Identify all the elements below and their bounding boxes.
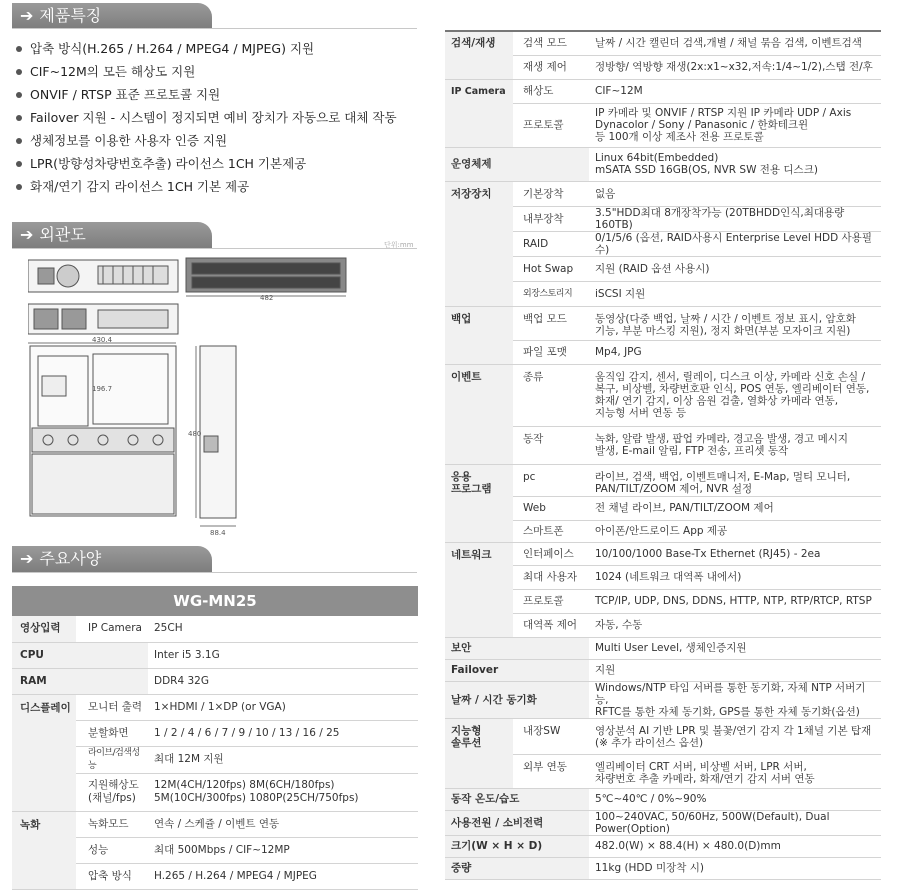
text: 녹화, 알람 발생, 팝업 카메라, 경고음 발생, 경고 메시지 bbox=[595, 432, 849, 445]
table-cell: IP Camera bbox=[76, 616, 148, 642]
text: 5M(10CH/300fps) 1080P(25CH/750fps) bbox=[154, 792, 359, 804]
table-cell: RAID bbox=[513, 231, 589, 256]
table-cell: 이벤트 bbox=[445, 364, 513, 464]
table-cell: TCP/IP, UDP, DNS, DDNS, HTTP, NTP, RTP/RTCP, RTSP bbox=[589, 589, 881, 613]
table-cell: 전 채널 라이브, PAN/TILT/ZOOM 제어 bbox=[589, 496, 881, 520]
unit-label: 단위:mm bbox=[384, 241, 414, 249]
table-cell bbox=[76, 773, 148, 811]
rear-view-bottom bbox=[28, 304, 178, 334]
table-cell: 100~240VAC, 50/60Hz, 500W(Default), Dual Power(Option) bbox=[589, 810, 881, 835]
list-item bbox=[16, 38, 426, 61]
text: 라이브, 검색, 백업, 이벤트매니저, E-Map, 멀티 모니터, bbox=[595, 470, 851, 483]
table-row bbox=[445, 79, 881, 103]
table-cell: 동작 온도/습도 bbox=[445, 788, 589, 810]
spec-table-left bbox=[12, 616, 418, 890]
text: 화재/ 연기 감지, 이상 음원 검출, 열화상 카메라 연동, bbox=[595, 394, 839, 407]
table-row bbox=[445, 810, 881, 835]
table-cell bbox=[589, 364, 881, 426]
table-cell: 아이폰/안드로이드 App 제공 bbox=[589, 520, 881, 542]
table-cell: Hot Swap bbox=[513, 256, 589, 281]
table-cell: 최대 12M 지원 bbox=[148, 746, 418, 773]
text: ONVIF / RTSP 표준 프로토콜 지원 bbox=[30, 87, 221, 102]
table-cell: 스마트폰 bbox=[513, 520, 589, 542]
table-cell: 분할화면 bbox=[76, 720, 148, 746]
bullet-icon bbox=[16, 92, 22, 98]
table-row bbox=[445, 659, 881, 681]
arrow-right-icon: ➔ bbox=[20, 225, 34, 244]
table-cell: 라이브/검색성능 bbox=[76, 746, 148, 773]
text: Windows/NTP 타임 서버를 통한 동기화, 자체 NTP 서버기능, bbox=[595, 681, 866, 706]
text: 솔루션 bbox=[451, 736, 482, 749]
table-cell: 482.0(W) × 88.4(H) × 480.0(D)mm bbox=[589, 835, 881, 857]
table-cell bbox=[589, 147, 881, 181]
table-row bbox=[445, 681, 881, 718]
text: 기능, 부분 마스킹 지원), 정지 화면(부분 모자이크 지원) bbox=[595, 324, 851, 337]
list-item bbox=[16, 130, 426, 153]
table-cell: 최대 사용자 bbox=[513, 565, 589, 589]
dim-label: 430.4 bbox=[92, 336, 113, 344]
list-item bbox=[16, 61, 426, 84]
table-cell: Inter i5 3.1G bbox=[148, 642, 418, 668]
table-cell: Multi User Level, 생체인증지원 bbox=[589, 637, 881, 659]
divider bbox=[12, 28, 417, 29]
arrow-right-icon: ➔ bbox=[20, 6, 34, 25]
table-row bbox=[445, 306, 881, 340]
features-section-header bbox=[12, 3, 212, 29]
table-cell: 파일 포맷 bbox=[513, 340, 589, 364]
text: 응용 bbox=[451, 470, 472, 483]
table-cell: 기본장착 bbox=[513, 181, 589, 206]
table-cell: 외부 연동 bbox=[513, 754, 589, 788]
table-cell: 지원 (RAID 옵션 사용시) bbox=[589, 256, 881, 281]
table-cell: 동작 bbox=[513, 426, 589, 464]
table-cell: 없음 bbox=[589, 181, 881, 206]
text: (※ 추가 라이선스 옵션) bbox=[595, 736, 704, 749]
table-cell: Failover bbox=[445, 659, 589, 681]
model-name: WG-MN25 bbox=[12, 586, 418, 616]
table-cell: 영상입력 bbox=[12, 616, 76, 642]
table-cell: 디스플레이 bbox=[12, 694, 76, 811]
table-cell: H.265 / H.264 / MPEG4 / MJPEG bbox=[148, 863, 418, 889]
text: 지원해상도 bbox=[88, 779, 139, 791]
text: 영상분석 AI 기반 LPR 및 불꽃/연기 감지 각 1채널 기본 탑재 bbox=[595, 724, 872, 737]
table-cell: 정방향/ 역방향 재생(2x:x1~x32,저속:1/4~1/2),스탭 전/후 bbox=[589, 55, 881, 79]
table-cell bbox=[589, 718, 881, 754]
table-cell: 프로토콜 bbox=[513, 103, 589, 147]
text: 지능형 bbox=[451, 724, 482, 737]
table-cell: iSCSI 지원 bbox=[589, 281, 881, 306]
text: 생체정보를 이용한 사용자 인증 지원 bbox=[30, 133, 228, 148]
table-cell: 녹화 bbox=[12, 811, 76, 889]
table-cell: 내장SW bbox=[513, 718, 589, 754]
table-cell: 날짜 / 시간 캘린더 검색,개별 / 채널 묶음 검색, 이벤트검색 bbox=[589, 31, 881, 55]
table-cell: 검색 모드 bbox=[513, 31, 589, 55]
table-cell bbox=[589, 754, 881, 788]
table-row bbox=[445, 788, 881, 810]
dim-label: 196.7 bbox=[92, 385, 113, 393]
table-cell bbox=[589, 464, 881, 496]
table-row bbox=[12, 616, 418, 642]
text: 움직임 감지, 센서, 릴레이, 디스크 이상, 카메라 신호 손실 / bbox=[595, 370, 866, 383]
specs-title: 주요사양 bbox=[39, 549, 102, 568]
bullet-icon bbox=[16, 69, 22, 75]
table-cell bbox=[445, 718, 513, 788]
table-cell: 외장스토리지 bbox=[513, 281, 589, 306]
features-title: 제품특징 bbox=[39, 6, 102, 25]
table-cell: 백업 모드 bbox=[513, 306, 589, 340]
table-cell: 네트워크 bbox=[445, 542, 513, 637]
spec-table-right bbox=[445, 30, 881, 880]
table-row bbox=[445, 31, 881, 55]
table-cell bbox=[589, 426, 881, 464]
table-row bbox=[445, 718, 881, 754]
bullet-icon bbox=[16, 138, 22, 144]
text: 화재/연기 감지 라이선스 1CH 기본 제공 bbox=[30, 179, 250, 194]
table-cell: 최대 500Mbps / CIF~12MP bbox=[148, 837, 418, 863]
table-cell: 1024 (네트워크 대역폭 내에서) bbox=[589, 565, 881, 589]
table-cell: 3.5"HDD최대 8개장착가능 (20TBHDD인식,최대용량160TB) bbox=[589, 206, 881, 231]
table-cell: 사용전원 / 소비전력 bbox=[445, 810, 589, 835]
table-cell bbox=[589, 103, 881, 147]
table-cell: Web bbox=[513, 496, 589, 520]
table-cell bbox=[589, 306, 881, 340]
dim-label: 482 bbox=[260, 294, 274, 302]
table-cell: 지원 bbox=[589, 659, 881, 681]
text: 압축 방식(H.265 / H.264 / MPEG4 / MJPEG) 지원 bbox=[30, 41, 315, 56]
table-cell: 압축 방식 bbox=[76, 863, 148, 889]
table-cell: Mp4, JPG bbox=[589, 340, 881, 364]
table-row bbox=[445, 147, 881, 181]
text: Linux 64bit(Embedded) bbox=[595, 152, 719, 164]
top-view bbox=[30, 346, 176, 516]
text: 발생, E-mail 알림, FTP 전송, 프리셋 동작 bbox=[595, 444, 789, 457]
table-row bbox=[445, 835, 881, 857]
table-cell: 자동, 수동 bbox=[589, 613, 881, 637]
divider bbox=[12, 572, 417, 573]
table-cell: 0/1/5/6 (옵션, RAID사용시 Enterprise Level HDD 사용필수) bbox=[589, 231, 881, 256]
bullet-icon bbox=[16, 161, 22, 167]
arrow-right-icon: ➔ bbox=[20, 549, 34, 568]
text: 복구, 비상벨, 차량번호판 인식, POS 연동, 엘리베이터 연동, bbox=[595, 382, 870, 395]
table-row bbox=[12, 642, 418, 668]
table-cell: 11kg (HDD 미장착 시) bbox=[589, 857, 881, 879]
text: Dynacolor / Sony / Panasonic / 한화테크윈 bbox=[595, 119, 809, 131]
front-view bbox=[186, 258, 346, 296]
specs-section-header bbox=[12, 546, 212, 572]
list-item bbox=[16, 107, 426, 130]
table-cell: 보안 bbox=[445, 637, 589, 659]
rear-view-top bbox=[28, 260, 178, 292]
table-cell: CIF~12M bbox=[589, 79, 881, 103]
text: mSATA SSD 16GB(OS, NVR SW 전용 디스크) bbox=[595, 164, 818, 176]
table-cell bbox=[148, 773, 418, 811]
table-cell: 재생 제어 bbox=[513, 55, 589, 79]
table-row bbox=[445, 464, 881, 496]
bullet-icon bbox=[16, 46, 22, 52]
table-cell: 모니터 출력 bbox=[76, 694, 148, 720]
table-cell: 종류 bbox=[513, 364, 589, 426]
text: 프로그램 bbox=[451, 482, 492, 495]
table-row bbox=[12, 668, 418, 694]
appearance-drawing bbox=[28, 256, 363, 541]
table-cell: 1×HDMI / 1×DP (or VGA) bbox=[148, 694, 418, 720]
appearance-section-header bbox=[12, 222, 212, 248]
dim-label: 480 bbox=[188, 430, 202, 438]
table-cell: RAM bbox=[12, 668, 148, 694]
table-row bbox=[445, 542, 881, 565]
table-cell: CPU bbox=[12, 642, 148, 668]
table-cell: 1 / 2 / 4 / 6 / 7 / 9 / 10 / 13 / 16 / 25 bbox=[148, 720, 418, 746]
table-cell: 25CH bbox=[148, 616, 418, 642]
table-row bbox=[12, 811, 418, 837]
text: 등 100개 이상 제조사 전용 프로토콜 bbox=[595, 131, 764, 143]
text: (채널/fps) bbox=[88, 792, 136, 804]
table-cell: 운영체제 bbox=[445, 147, 589, 181]
list-item bbox=[16, 84, 426, 107]
appearance-title: 외관도 bbox=[39, 225, 86, 244]
side-view bbox=[196, 346, 236, 526]
table-cell: 내부장착 bbox=[513, 206, 589, 231]
text: 동영상(다중 백업, 날짜 / 시간 / 이벤트 정보 표시, 암호화 bbox=[595, 312, 856, 325]
table-cell: 날짜 / 시간 동기화 bbox=[445, 681, 589, 718]
text: CIF~12M의 모든 해상도 지원 bbox=[30, 64, 196, 79]
text: 지능형 서버 연동 등 bbox=[595, 406, 687, 419]
table-cell: 녹화모드 bbox=[76, 811, 148, 837]
divider bbox=[12, 248, 417, 249]
table-row bbox=[445, 637, 881, 659]
text: RFTC를 통한 자체 동기화, GPS를 통한 자체 동기화(옵션) bbox=[595, 705, 860, 718]
table-row bbox=[12, 694, 418, 720]
table-cell: 백업 bbox=[445, 306, 513, 364]
feature-list bbox=[16, 38, 426, 199]
table-cell: 대역폭 제어 bbox=[513, 613, 589, 637]
text: 엘리베이터 CRT 서버, 비상벨 서버, LPR 서버, bbox=[595, 760, 807, 773]
text: 차량번호 추출 카메라, 화재/연기 감지 서버 연동 bbox=[595, 772, 815, 785]
table-row bbox=[445, 857, 881, 879]
table-cell: 5℃~40℃ / 0%~90% bbox=[589, 788, 881, 810]
table-cell: 프로토콜 bbox=[513, 589, 589, 613]
table-cell: 검색/재생 bbox=[445, 31, 513, 79]
table-cell: 저장장치 bbox=[445, 181, 513, 306]
table-cell bbox=[445, 464, 513, 542]
table-cell bbox=[589, 681, 881, 718]
table-cell: DDR4 32G bbox=[148, 668, 418, 694]
table-cell: 크기(W × H × D) bbox=[445, 835, 589, 857]
table-cell: 중량 bbox=[445, 857, 589, 879]
text: IP 카메라 및 ONVIF / RTSP 지원 IP 카메라 UDP / Axis bbox=[595, 107, 852, 119]
table-row bbox=[445, 181, 881, 206]
dim-label: 88.4 bbox=[210, 529, 226, 537]
text: LPR(방향성차량번호추출) 라이선스 1CH 기본제공 bbox=[30, 156, 307, 171]
table-cell: 인터페이스 bbox=[513, 542, 589, 565]
table-cell: 성능 bbox=[76, 837, 148, 863]
text: 12M(4CH/120fps) 8M(6CH/180fps) bbox=[154, 779, 335, 791]
table-cell: 해상도 bbox=[513, 79, 589, 103]
bullet-icon bbox=[16, 115, 22, 121]
table-cell: pc bbox=[513, 464, 589, 496]
table-cell: 10/100/1000 Base-Tx Ethernet (RJ45) - 2ea bbox=[589, 542, 881, 565]
list-item bbox=[16, 176, 426, 199]
table-cell: 연속 / 스케쥴 / 이벤트 연동 bbox=[148, 811, 418, 837]
table-cell: IP Camera bbox=[445, 79, 513, 147]
table-row bbox=[445, 364, 881, 426]
text: PAN/TILT/ZOOM 제어, NVR 설정 bbox=[595, 482, 753, 495]
list-item bbox=[16, 153, 426, 176]
text: Failover 지원 - 시스템이 정지되면 예비 장치가 자동으로 대체 작동 bbox=[30, 110, 397, 125]
bullet-icon bbox=[16, 184, 22, 190]
